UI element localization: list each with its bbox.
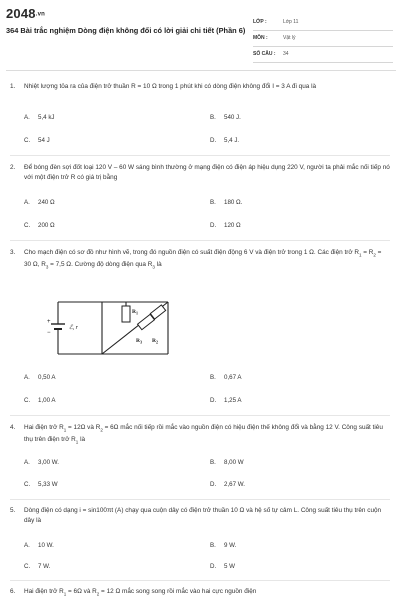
option-a[interactable] bbox=[24, 542, 54, 549]
text-part: Hai điện trở R bbox=[24, 424, 64, 431]
question-separator bbox=[10, 240, 390, 241]
option-c[interactable] bbox=[24, 137, 50, 144]
site-logo[interactable] bbox=[6, 6, 45, 21]
text-part: Cho mạch điện có sơ đồ như hình vẽ, trong đó nguồn điện có suất điện động 6 V và điện trở trong 1 Ω. Các điện trở R bbox=[24, 249, 359, 256]
option-letter: C. bbox=[24, 563, 31, 570]
option-text: 5 W bbox=[224, 563, 236, 570]
question-text bbox=[24, 248, 390, 272]
option-letter: D. bbox=[210, 481, 217, 488]
resistor-r2 bbox=[150, 305, 165, 319]
text-part: là bbox=[154, 260, 162, 268]
subscript: 1 bbox=[63, 427, 67, 433]
subscript: 1 bbox=[75, 439, 79, 445]
option-text: 8,00 W bbox=[224, 459, 244, 466]
r2-label: $R_2$ bbox=[152, 338, 158, 345]
source-label: ℰ, r bbox=[69, 325, 78, 331]
logo-text: 2048 bbox=[6, 6, 36, 21]
subscript: 1 bbox=[63, 591, 67, 597]
option-d[interactable] bbox=[210, 481, 245, 488]
option-text: 5,4 kJ bbox=[38, 114, 55, 121]
question-text bbox=[24, 423, 390, 447]
question-text: Để bóng đèn sợi đốt loại 120 V – 60 W sáng bình thường ở mạng điện có điện áp hiệu dụng 220 V, người ta phải mắc nối tiếp nó với một điện trở R có giá trị bằng bbox=[24, 164, 390, 181]
option-c[interactable] bbox=[24, 222, 55, 229]
subscript: 2 bbox=[373, 252, 376, 258]
meta-label: SỐ CÂU : bbox=[253, 51, 276, 57]
document-header bbox=[0, 0, 400, 70]
option-d[interactable] bbox=[210, 397, 242, 404]
option-text: 9 W. bbox=[224, 542, 237, 549]
option-letter: A. bbox=[24, 542, 30, 549]
option-c[interactable] bbox=[24, 397, 56, 404]
option-letter: D. bbox=[210, 397, 217, 404]
meta-row-count bbox=[253, 49, 393, 63]
option-text: 5,4 J. bbox=[224, 137, 240, 144]
question-separator bbox=[10, 155, 390, 156]
text-part: = 7,5 Ω. Cường độ dòng điện qua R bbox=[48, 260, 153, 268]
option-text: 180 Ω. bbox=[224, 199, 243, 206]
text-part: là bbox=[78, 435, 86, 443]
option-b[interactable] bbox=[210, 542, 236, 549]
option-letter: B. bbox=[210, 374, 216, 381]
minus-sign: − bbox=[47, 330, 51, 336]
question-number: 3. bbox=[10, 249, 16, 256]
option-letter: B. bbox=[210, 199, 216, 206]
option-d[interactable] bbox=[210, 137, 239, 144]
option-c[interactable] bbox=[24, 563, 50, 570]
option-letter: C. bbox=[24, 397, 31, 404]
document-title: 364 Bài trắc nghiệm Dòng điện không đổi có lời giải chi tiết (Phần 6) bbox=[6, 26, 246, 35]
text-part: = 12 Ω mắc song song rồi mắc vào hai cực nguồn điện bbox=[99, 588, 257, 595]
text-part: = R bbox=[361, 249, 374, 256]
resistor-r3 bbox=[138, 314, 155, 329]
question-number: 1. bbox=[10, 83, 16, 90]
option-d[interactable] bbox=[210, 222, 241, 229]
option-text: 2,67 W. bbox=[224, 481, 245, 488]
text-part: Hai điện trở R bbox=[24, 588, 64, 595]
option-text: 0,67 A bbox=[224, 374, 242, 381]
option-a[interactable] bbox=[24, 114, 55, 121]
subscript: 2 bbox=[100, 427, 103, 433]
question-separator bbox=[10, 499, 390, 500]
option-letter: A. bbox=[24, 114, 30, 121]
question-text bbox=[24, 587, 390, 599]
option-text: 0,50 A bbox=[38, 374, 56, 381]
option-letter: D. bbox=[210, 563, 217, 570]
meta-label: MÔN : bbox=[253, 35, 268, 41]
text-part: = 6Ω mắc nối tiếp rồi mắc vào nguồn điện có hiệu điện thế không đổi và bằng 12 V. Công suất tiêu thụ trên điện trở R bbox=[24, 424, 383, 443]
option-letter: C. bbox=[24, 222, 31, 229]
meta-value: Vật lý bbox=[283, 35, 296, 41]
meta-row-class bbox=[253, 17, 393, 31]
option-letter: B. bbox=[210, 542, 216, 549]
option-text: 1,25 A bbox=[224, 397, 242, 404]
meta-row-subject bbox=[253, 33, 393, 47]
meta-label: LỚP : bbox=[253, 19, 267, 25]
subscript: 2 bbox=[96, 591, 100, 597]
logo-suffix: .vn bbox=[35, 11, 46, 18]
meta-value: Lớp 11 bbox=[283, 19, 299, 25]
option-text: 7 W. bbox=[38, 563, 51, 570]
option-d[interactable] bbox=[210, 563, 235, 570]
text-part: = 30 Ω, R bbox=[24, 249, 382, 268]
option-text: 120 Ω bbox=[224, 222, 241, 229]
question-number: 6. bbox=[10, 588, 16, 595]
plus-sign: + bbox=[47, 319, 51, 325]
option-a[interactable] bbox=[24, 374, 56, 381]
document-meta bbox=[253, 17, 393, 65]
option-b[interactable] bbox=[210, 199, 242, 206]
question-number: 2. bbox=[10, 164, 16, 171]
question-separator bbox=[10, 415, 390, 416]
option-letter: D. bbox=[210, 137, 217, 144]
option-text: 200 Ω bbox=[38, 222, 55, 229]
option-text: 240 Ω bbox=[38, 199, 55, 206]
r3-label: $R_3$ bbox=[136, 338, 142, 345]
question-separator bbox=[10, 580, 390, 581]
question-text: Dòng điện có dạng i = sin100πt (A) chạy qua cuộn dây có điện trở thuần 10 Ω và hệ số tự cảm L. Công suất tiêu thụ trên cuộn dây là bbox=[24, 507, 382, 524]
option-text: 10 W. bbox=[38, 542, 54, 549]
option-text: 5,33 W bbox=[38, 481, 58, 488]
option-c[interactable] bbox=[24, 481, 58, 488]
option-letter: A. bbox=[24, 374, 30, 381]
text-part: = 6Ω và R bbox=[66, 588, 97, 595]
subscript: 3 bbox=[45, 264, 49, 270]
option-text: 540 J. bbox=[224, 114, 241, 121]
subscript: 3 bbox=[152, 264, 155, 270]
option-letter: C. bbox=[24, 481, 31, 488]
option-letter: D. bbox=[210, 222, 217, 229]
option-b[interactable] bbox=[210, 459, 244, 466]
option-letter: A. bbox=[24, 199, 30, 206]
option-letter: A. bbox=[24, 459, 30, 466]
option-letter: C. bbox=[24, 137, 31, 144]
question-text: Nhiệt lượng tỏa ra của điện trở thuần R = 10 Ω trong 1 phút khi có dòng điện không đổi I = 3 A đi qua là bbox=[24, 83, 317, 90]
question-number: 4. bbox=[10, 424, 16, 431]
option-a[interactable] bbox=[24, 459, 59, 466]
option-a[interactable] bbox=[24, 199, 55, 206]
circuit-diagram bbox=[36, 296, 176, 360]
text-part: = 12Ω và R bbox=[66, 424, 101, 431]
option-b[interactable] bbox=[210, 374, 242, 381]
option-letter: B. bbox=[210, 114, 216, 121]
option-letter: B. bbox=[210, 459, 216, 466]
subscript: 1 bbox=[358, 252, 362, 258]
option-text: 54 J bbox=[38, 137, 50, 144]
question-number: 5. bbox=[10, 507, 16, 514]
header-divider bbox=[6, 70, 396, 71]
resistor-r1 bbox=[122, 306, 130, 322]
option-b[interactable] bbox=[210, 114, 241, 121]
option-text: 1,00 A bbox=[38, 397, 56, 404]
meta-value: 34 bbox=[283, 51, 289, 57]
option-text: 3,00 W. bbox=[38, 459, 59, 466]
r1-label: $R_1$ bbox=[132, 309, 138, 316]
